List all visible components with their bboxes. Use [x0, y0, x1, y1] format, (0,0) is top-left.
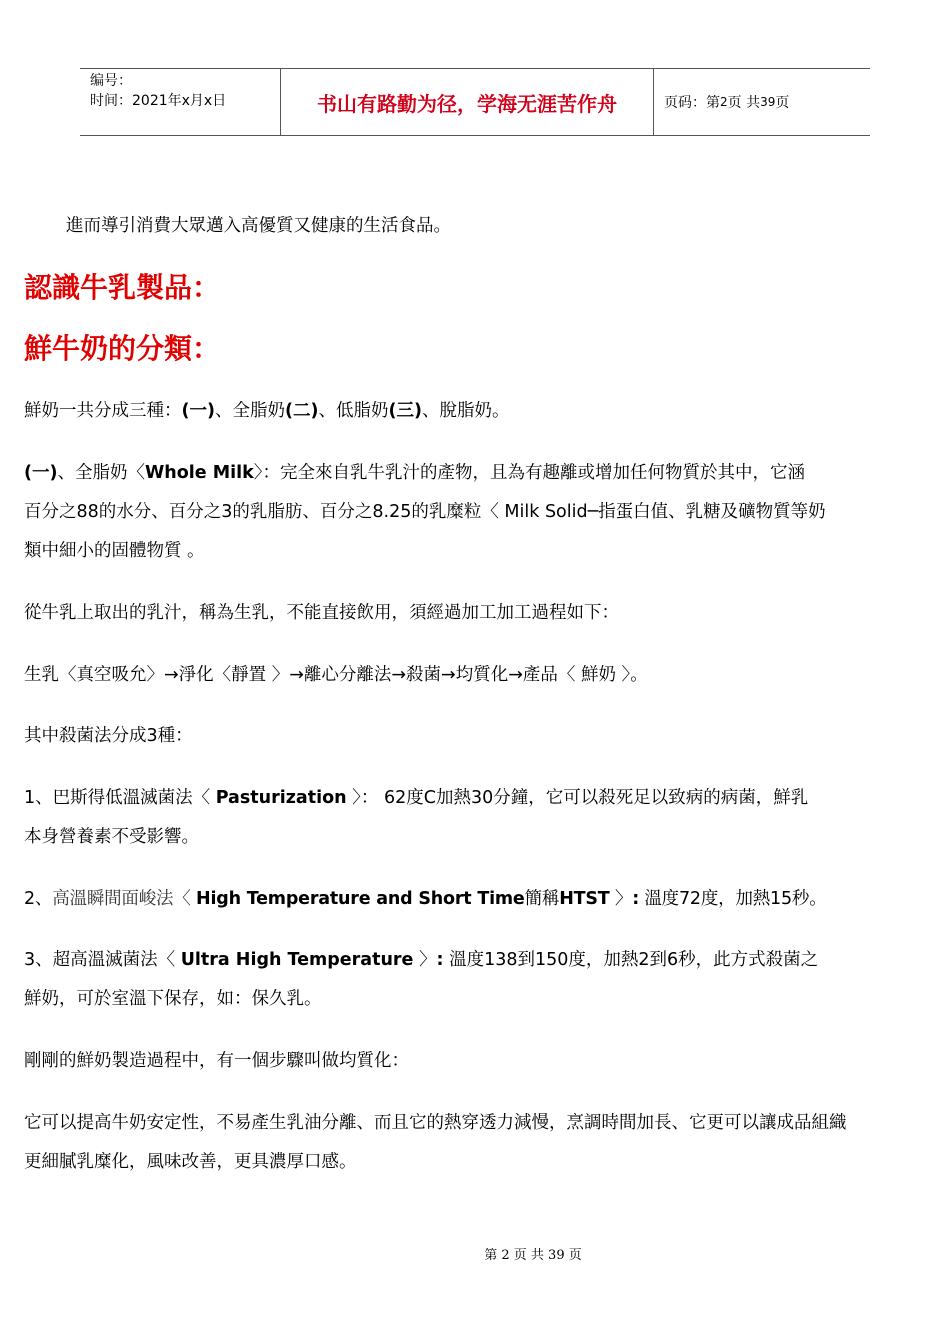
raw-milk-paragraph: 從牛乳上取出的乳汁，稱為生乳，不能直接飲用，須經過加工加工過程如下：: [24, 603, 619, 623]
classify-text: 、低脂奶: [318, 401, 389, 421]
header-meta-cell: [80, 69, 281, 135]
header-page-info: [654, 69, 870, 135]
whole-milk-text: 〉：完全來自乳牛乳汁的產物，且為有趣離或增加任何物質於其中，它涵: [253, 463, 806, 483]
classify-text: 、脫脂奶。: [422, 401, 510, 421]
page-prefix: 页码：第: [664, 95, 720, 111]
heading-milk-classification: 鮮牛奶的分類：: [24, 332, 221, 365]
method-2-colon: :: [632, 889, 640, 909]
method-2-text: 簡稱: [524, 889, 560, 909]
homogenization-intro: 剛剛的鮮奶製造過程中，有一個步驟叫做均質化：: [24, 1051, 409, 1071]
page-total: 39: [760, 95, 776, 109]
whole-milk-text: 、全脂奶〈: [57, 463, 145, 483]
classify-item-2: (二): [285, 401, 319, 421]
homogenization-line-1: 它可以提高牛奶安定性，不易產生乳油分離、而且它的熱穿透力減慢，烹調時間加長、它更可以讓成品組織: [24, 1113, 847, 1133]
method-3-text: 3、超高溫滅菌法〈: [24, 950, 181, 970]
method-2-text: 溫度72度，加熱15秒。: [639, 889, 827, 909]
number-label: 编号：: [90, 73, 132, 89]
method-2-text: 〉: [609, 889, 633, 909]
method-2-text: 2、: [24, 889, 53, 909]
sterilize-intro: 其中殺菌法分成3種：: [24, 726, 193, 746]
page-number: 2: [720, 95, 728, 109]
heading-milk-products: 認識牛乳製品：: [24, 271, 221, 304]
classify-item-3: (三): [388, 401, 422, 421]
header-motto: 书山有路勤为径，学海无涯苦作舟: [281, 69, 654, 135]
method-1-text: 〉： 62度C加熱30分鐘，它可以殺死足以致病的病菌，鮮乳: [346, 788, 809, 808]
method-2-term: High Temperature and Short Time: [196, 889, 525, 909]
method-1-text: 1、巴斯得低溫滅菌法〈: [24, 788, 216, 808]
method-2-line: [24, 879, 950, 919]
whole-milk-line-2: 百分之88的水分、百分之3的乳脂肪、百分之8.25的乳糜粒〈 Milk Solid─指蛋白值、乳糖及礦物質等奶: [24, 502, 826, 522]
method-3-line-2: 鮮奶，可於室溫下保存，如：保久乳。: [24, 989, 322, 1009]
method-3-line-1: [24, 940, 936, 980]
page-header: [80, 68, 870, 136]
page-suffix: 页: [775, 95, 790, 111]
method-3-text: 溫度138到150度，加熱2到6秒，此方式殺菌之: [443, 950, 819, 970]
method-3-term: Ultra High Temperature: [180, 950, 414, 970]
whole-milk-marker: (一): [24, 463, 58, 483]
method-1-line-1: [24, 778, 936, 818]
whole-milk-line-3: 類中細小的固體物質 。: [24, 541, 205, 561]
classify-item-1: (一): [181, 401, 215, 421]
process-paragraph: 生乳〈真空吸允〉→淨化〈靜置 〉→離心分離法→殺菌→均質化→產品〈 鮮奶 〉。: [24, 665, 648, 685]
method-2-abbrev: HTST: [559, 889, 610, 909]
method-1-term: Pasturization: [215, 788, 347, 808]
classification-paragraph: [24, 391, 936, 431]
whole-milk-line-1: [24, 453, 936, 493]
whole-milk-term: Whole Milk: [145, 463, 254, 483]
date-label: 时间：2021年x月x日: [90, 93, 227, 109]
method-1-line-2: 本身營養素不受影響。: [24, 827, 199, 847]
classify-text: 、全脂奶: [215, 401, 285, 421]
method-3-colon: :: [436, 950, 444, 970]
homogenization-line-2: 更細膩乳糜化，風味改善，更具濃厚口感。: [24, 1152, 357, 1172]
page-footer: 第 2 页 共 39 页: [484, 1248, 582, 1263]
method-3-text: 〉: [413, 950, 437, 970]
intro-paragraph: 進而導引消費大眾邁入高優質又健康的生活食品。: [66, 216, 451, 236]
classify-text: 鮮奶一共分成三種：: [24, 401, 182, 421]
page-mid: 页 共: [727, 95, 761, 111]
method-2-text: 高溫瞬間面峻法〈: [52, 889, 196, 909]
